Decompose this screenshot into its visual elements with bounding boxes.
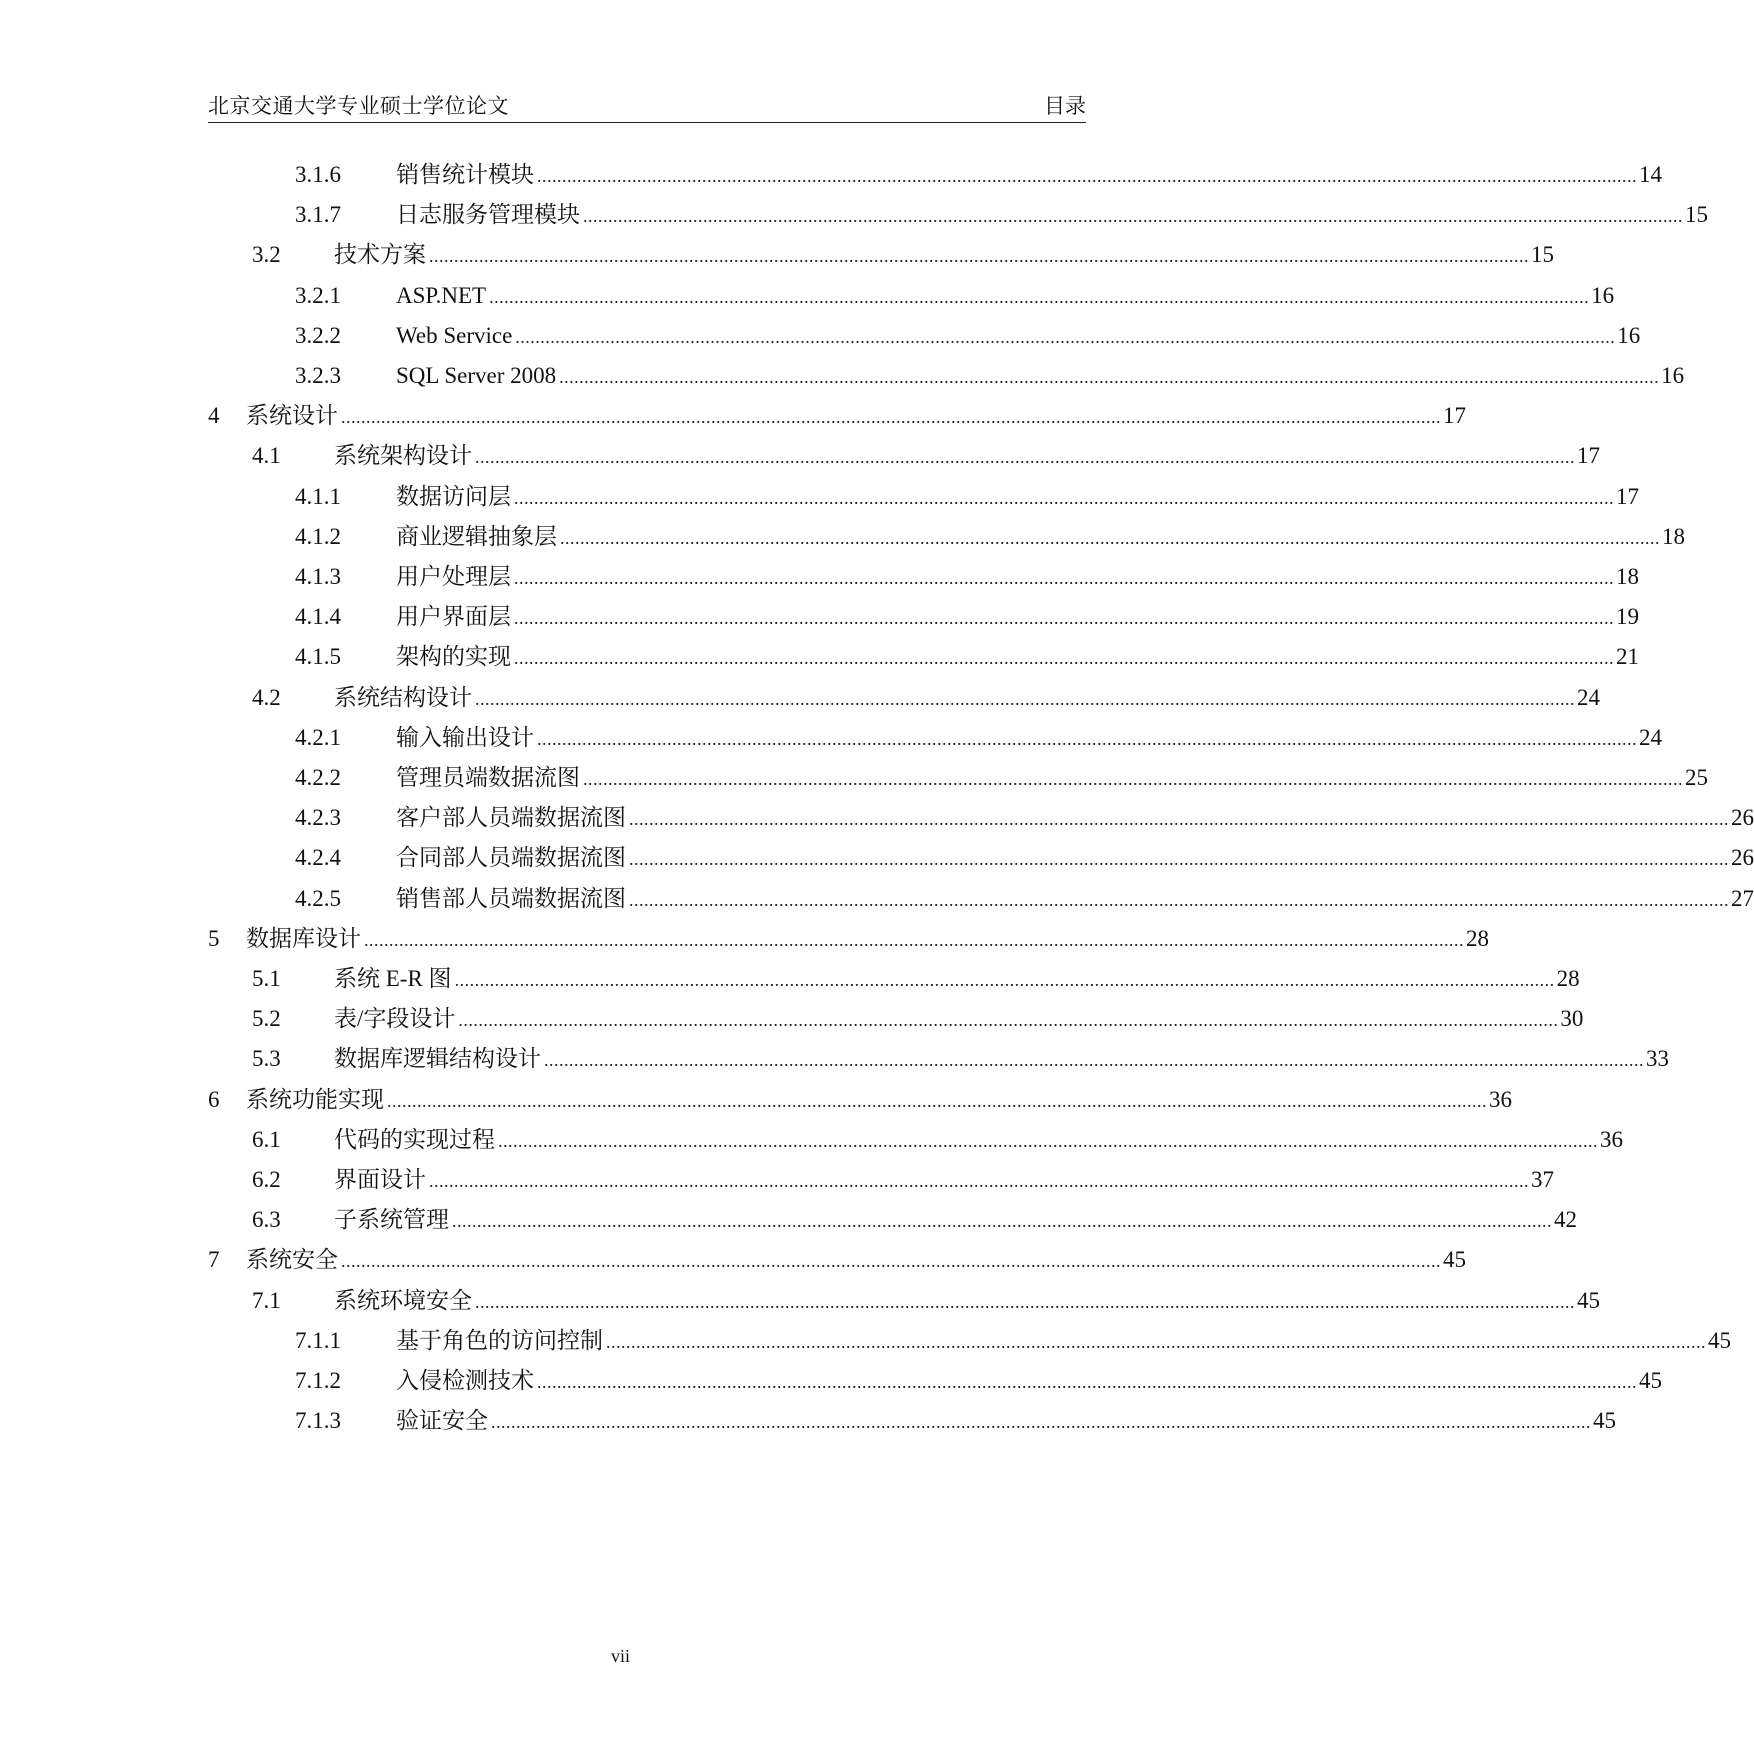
toc-dot-leader: ............................................................................................................................................................................................................................ bbox=[559, 367, 1660, 387]
toc-dot-leader: ............................................................................................................................................................................................................................ bbox=[514, 648, 1614, 669]
toc-entry[interactable] bbox=[0, 683, 1600, 713]
toc-entry-page: 45 bbox=[1577, 1287, 1600, 1313]
toc-entry[interactable] bbox=[0, 1366, 1662, 1396]
toc-entry-number: 4.2.2 bbox=[295, 765, 341, 790]
toc-entry-line bbox=[396, 1366, 1662, 1397]
toc-entry[interactable] bbox=[0, 1165, 1554, 1195]
toc-entry-line bbox=[396, 160, 1662, 191]
toc-dot-leader: ............................................................................................................................................................................................................................ bbox=[514, 568, 1614, 588]
toc-entry-line bbox=[396, 884, 1754, 915]
toc-entry-page: 21 bbox=[1616, 644, 1639, 670]
toc-dot-leader: ............................................................................................................................................................................................................................ bbox=[537, 1372, 1637, 1392]
toc-entry-page: 18 bbox=[1616, 564, 1639, 589]
toc-entry-page: 26 bbox=[1731, 845, 1754, 871]
toc-entry-line bbox=[396, 803, 1754, 834]
toc-entry[interactable] bbox=[0, 441, 1600, 471]
toc-dot-leader: ............................................................................................................................................................................................................................ bbox=[498, 1130, 1598, 1151]
toc-entry-title: 代码的实现过程 bbox=[334, 1126, 495, 1152]
toc-entry-title: ASP.NET bbox=[396, 282, 487, 308]
toc-entry-number: 6.3 bbox=[252, 1207, 281, 1233]
toc-entry-number: 3.1.6 bbox=[295, 162, 341, 187]
toc-entry-number: 6 bbox=[208, 1086, 220, 1112]
toc-entry-title: 系统 E-R 图 bbox=[334, 966, 452, 991]
toc-entry-page: 16 bbox=[1617, 322, 1641, 348]
toc-entry-line bbox=[396, 602, 1639, 633]
toc-entry-line bbox=[334, 683, 1600, 714]
toc-entry-line bbox=[396, 200, 1708, 231]
toc-entry-title: 用户界面层 bbox=[396, 604, 511, 630]
toc-entry-title: 入侵检测技术 bbox=[396, 1368, 534, 1393]
toc-entry-page: 14 bbox=[1639, 162, 1662, 187]
toc-entry-line bbox=[334, 1205, 1577, 1236]
toc-entry-page: 42 bbox=[1554, 1207, 1577, 1233]
toc-entry-page: 26 bbox=[1731, 805, 1754, 831]
toc-entry[interactable] bbox=[0, 803, 1754, 833]
toc-dot-leader: ............................................................................................................................................................................................................................ bbox=[583, 206, 1683, 227]
toc-entry-number: 4.1.3 bbox=[295, 564, 341, 589]
toc-entry-page: 45 bbox=[1443, 1247, 1466, 1273]
toc-entry-page: 33 bbox=[1646, 1046, 1669, 1072]
toc-entry-line bbox=[396, 723, 1662, 754]
toc-entry-title: 数据库设计 bbox=[246, 925, 361, 951]
toc-entry-title: 数据访问层 bbox=[396, 483, 511, 509]
toc-dot-leader: ............................................................................................................................................................................................................................ bbox=[475, 688, 1575, 709]
toc-entry-title: 表/字段设计 bbox=[334, 1006, 456, 1032]
toc-entry-title: 界面设计 bbox=[334, 1167, 426, 1192]
header-section-title: 目录 bbox=[1044, 94, 1086, 118]
toc-entry[interactable] bbox=[0, 200, 1708, 230]
toc-entry-page: 28 bbox=[1556, 966, 1580, 991]
toc-entry-line bbox=[334, 1044, 1669, 1075]
toc-dot-leader: ............................................................................................................................................................................................................................ bbox=[341, 407, 1441, 428]
toc-entry-line bbox=[334, 240, 1554, 271]
toc-entry-page: 45 bbox=[1593, 1408, 1616, 1434]
toc-entry-title: 日志服务管理模块 bbox=[396, 202, 580, 228]
toc-entry-line bbox=[246, 924, 1489, 955]
toc-entry-number: 4.1.1 bbox=[295, 483, 341, 509]
toc-entry-number: 7.1.2 bbox=[295, 1368, 341, 1393]
toc-entry[interactable] bbox=[0, 723, 1662, 753]
toc-dot-leader: ............................................................................................................................................................................................................................ bbox=[629, 849, 1729, 870]
page-number: vii bbox=[610, 1646, 630, 1666]
toc-entry[interactable] bbox=[0, 602, 1639, 632]
toc-entry-line bbox=[334, 1165, 1554, 1196]
toc-entry-line bbox=[396, 642, 1639, 673]
toc-entry-page: 37 bbox=[1531, 1167, 1554, 1192]
toc-entry-line bbox=[396, 1326, 1731, 1357]
toc-entry-title: 客户部人员端数据流图 bbox=[396, 805, 626, 831]
toc-entry[interactable] bbox=[0, 1326, 1731, 1356]
toc-dot-leader: ............................................................................................................................................................................................................................ bbox=[452, 1211, 1552, 1232]
toc-entry-line bbox=[396, 1406, 1616, 1437]
toc-entry-number: 7 bbox=[208, 1247, 220, 1273]
toc-entry[interactable] bbox=[0, 1286, 1600, 1316]
toc-entry-title: 销售部人员端数据流图 bbox=[396, 885, 626, 911]
toc-entry-line bbox=[396, 522, 1685, 553]
toc-entry-number: 5 bbox=[208, 925, 220, 951]
toc-entry-page: 17 bbox=[1443, 403, 1466, 429]
toc-entry-number: 3.1.7 bbox=[295, 202, 341, 228]
toc-entry-page: 15 bbox=[1685, 202, 1708, 228]
toc-entry-title: 子系统管理 bbox=[334, 1207, 449, 1233]
toc-entry[interactable] bbox=[0, 160, 1662, 190]
toc-entry-page: 45 bbox=[1708, 1327, 1731, 1353]
toc-entry-line bbox=[396, 482, 1639, 513]
toc-entry-number: 4.2.4 bbox=[295, 845, 341, 871]
toc-dot-leader: ............................................................................................................................................................................................................................ bbox=[454, 970, 1555, 990]
toc-entry-number: 5.1 bbox=[252, 966, 281, 991]
toc-entry[interactable] bbox=[0, 1406, 1616, 1436]
toc-entry-line bbox=[396, 763, 1708, 794]
toc-entry-title: 系统安全 bbox=[246, 1247, 338, 1273]
header-thesis-title: 北京交通大学专业硕士学位论文 bbox=[208, 94, 509, 118]
toc-entry-title: 数据库逻辑结构设计 bbox=[334, 1046, 541, 1072]
toc-entry-title: 合同部人员端数据流图 bbox=[396, 845, 626, 871]
toc-entry-title: 技术方案 bbox=[334, 242, 426, 268]
toc-entry[interactable] bbox=[0, 522, 1685, 552]
toc-entry-title: 输入输出设计 bbox=[396, 724, 534, 750]
toc-entry-page: 28 bbox=[1466, 925, 1489, 951]
toc-entry-page: 36 bbox=[1489, 1086, 1512, 1112]
toc-entry-page: 25 bbox=[1685, 765, 1708, 790]
toc-entry-page: 17 bbox=[1616, 483, 1639, 509]
toc-dot-leader: ............................................................................................................................................................................................................................ bbox=[537, 166, 1637, 186]
toc-entry-number: 4.2.3 bbox=[295, 805, 341, 831]
toc-entry-line bbox=[396, 281, 1615, 312]
toc-entry-number: 5.2 bbox=[252, 1006, 281, 1032]
toc-entry-page: 36 bbox=[1600, 1126, 1623, 1152]
toc-entry[interactable] bbox=[0, 281, 1615, 311]
toc-entry[interactable] bbox=[0, 1205, 1577, 1235]
toc-entry-title: 系统环境安全 bbox=[334, 1287, 472, 1313]
toc-entry[interactable] bbox=[0, 884, 1754, 914]
toc-dot-leader: ............................................................................................................................................................................................................................ bbox=[606, 1331, 1706, 1352]
toc-dot-leader: ............................................................................................................................................................................................................................ bbox=[429, 246, 1529, 267]
toc-entry-page: 27 bbox=[1731, 885, 1754, 911]
toc-entry-number: 7.1.3 bbox=[295, 1408, 341, 1434]
toc-dot-leader: ............................................................................................................................................................................................................................ bbox=[515, 326, 1616, 347]
toc-entry-number: 6.1 bbox=[252, 1126, 281, 1152]
toc-entry-title: Web Service bbox=[396, 322, 513, 348]
toc-entry-line bbox=[396, 843, 1754, 874]
toc-entry-page: 15 bbox=[1531, 242, 1554, 268]
toc-entry[interactable] bbox=[0, 1245, 1466, 1275]
toc-entry-title: 销售统计模块 bbox=[396, 162, 534, 187]
toc-entry-number: 5.3 bbox=[252, 1046, 281, 1072]
toc-entry-line bbox=[246, 401, 1466, 432]
toc-entry[interactable] bbox=[0, 1125, 1623, 1155]
toc-dot-leader: ............................................................................................................................................................................................................................ bbox=[544, 1050, 1644, 1071]
toc-entry[interactable] bbox=[0, 763, 1708, 793]
toc-entry-title: 用户处理层 bbox=[396, 564, 511, 589]
toc-entry-line bbox=[334, 1004, 1584, 1035]
toc-entry-number: 4.2.5 bbox=[295, 885, 341, 911]
toc-entry-title: 商业逻辑抽象层 bbox=[396, 523, 557, 549]
toc-entry-page: 19 bbox=[1616, 604, 1639, 630]
toc-entry-title: 系统架构设计 bbox=[334, 443, 472, 469]
toc-entry[interactable] bbox=[0, 1004, 1584, 1034]
toc-dot-leader: ............................................................................................................................................................................................................................ bbox=[537, 728, 1637, 749]
toc-dot-leader: ............................................................................................................................................................................................................................ bbox=[341, 1251, 1441, 1272]
toc-entry-line bbox=[396, 562, 1639, 593]
toc-dot-leader: ............................................................................................................................................................................................................................ bbox=[475, 447, 1575, 468]
toc-entry-page: 17 bbox=[1577, 443, 1600, 469]
toc-dot-leader: ............................................................................................................................................................................................................................ bbox=[560, 527, 1660, 548]
toc-entry-number: 3.2.1 bbox=[295, 282, 341, 308]
toc-dot-leader: ............................................................................................................................................................................................................................ bbox=[514, 608, 1614, 629]
toc-entry-number: 4.2 bbox=[252, 684, 281, 710]
toc-entry-page: 16 bbox=[1661, 363, 1685, 388]
toc-entry-line bbox=[246, 1245, 1466, 1276]
toc-entry-number: 6.2 bbox=[252, 1167, 281, 1192]
toc-entry-title: 系统结构设计 bbox=[334, 684, 472, 710]
toc-entry-title: 系统功能实现 bbox=[246, 1086, 384, 1112]
toc-entry-line bbox=[334, 441, 1600, 472]
toc-entry[interactable] bbox=[0, 482, 1639, 512]
toc-entry-number: 4.1 bbox=[252, 443, 281, 469]
toc-entry-page: 24 bbox=[1577, 684, 1600, 710]
toc-dot-leader: ............................................................................................................................................................................................................................ bbox=[629, 809, 1729, 830]
toc-entry-line bbox=[334, 1125, 1623, 1156]
toc-entry-page: 18 bbox=[1662, 523, 1685, 549]
toc-dot-leader: ............................................................................................................................................................................................................................ bbox=[364, 929, 1464, 950]
toc-entry[interactable] bbox=[0, 1044, 1669, 1074]
toc-entry-number: 3.2.2 bbox=[295, 322, 341, 348]
toc-entry[interactable] bbox=[0, 401, 1466, 431]
toc-entry-number: 4.1.4 bbox=[295, 604, 341, 630]
toc-entry[interactable] bbox=[0, 843, 1754, 873]
toc-entry-line bbox=[334, 1286, 1600, 1317]
toc-entry[interactable] bbox=[0, 964, 1580, 994]
toc-dot-leader: ............................................................................................................................................................................................................................ bbox=[429, 1171, 1529, 1191]
toc-entry-line bbox=[396, 361, 1685, 392]
toc-dot-leader: ............................................................................................................................................................................................................................ bbox=[583, 769, 1683, 789]
toc-entry-page: 16 bbox=[1591, 282, 1615, 308]
toc-dot-leader: ............................................................................................................................................................................................................................ bbox=[514, 487, 1614, 508]
toc-entry-page: 24 bbox=[1639, 724, 1662, 750]
toc-entry[interactable] bbox=[0, 240, 1554, 270]
toc-entry[interactable] bbox=[0, 361, 1685, 391]
toc-entry[interactable] bbox=[0, 642, 1639, 672]
toc-entry-page: 45 bbox=[1639, 1368, 1662, 1393]
toc-entry-title: 架构的实现 bbox=[396, 644, 511, 670]
toc-entry-title: 系统设计 bbox=[246, 403, 338, 429]
toc-entry-title: SQL Server 2008 bbox=[396, 363, 557, 388]
toc-dot-leader: ............................................................................................................................................................................................................................ bbox=[489, 286, 1590, 307]
toc-entry-number: 7.1.1 bbox=[295, 1327, 341, 1353]
toc-entry[interactable] bbox=[0, 321, 1641, 351]
toc-entry-number: 4.2.1 bbox=[295, 724, 341, 750]
toc-entry-page: 30 bbox=[1560, 1006, 1584, 1032]
toc-entry-number: 4 bbox=[208, 403, 220, 429]
toc-dot-leader: ............................................................................................................................................................................................................................ bbox=[491, 1412, 1591, 1433]
toc-entry-line bbox=[396, 321, 1641, 352]
toc-dot-leader: ............................................................................................................................................................................................................................ bbox=[387, 1090, 1487, 1111]
running-header bbox=[208, 92, 1086, 123]
toc-entry-line bbox=[334, 964, 1580, 995]
toc-entry-line bbox=[246, 1085, 1512, 1116]
toc-dot-leader: ............................................................................................................................................................................................................................ bbox=[475, 1291, 1575, 1312]
toc-entry-title: 基于角色的访问控制 bbox=[396, 1327, 603, 1353]
toc-dot-leader: ............................................................................................................................................................................................................................ bbox=[458, 1010, 1559, 1031]
toc-entry[interactable] bbox=[0, 924, 1489, 954]
toc-entry-number: 3.2.3 bbox=[295, 363, 341, 388]
toc-entry[interactable] bbox=[0, 562, 1639, 592]
toc-entry[interactable] bbox=[0, 1085, 1512, 1115]
toc-entry-number: 3.2 bbox=[252, 242, 281, 268]
toc-entry-number: 4.1.5 bbox=[295, 644, 341, 670]
toc-entry-title: 验证安全 bbox=[396, 1408, 488, 1434]
toc-entry-title: 管理员端数据流图 bbox=[396, 765, 580, 790]
toc-dot-leader: ............................................................................................................................................................................................................................ bbox=[629, 889, 1729, 910]
toc-entry-number: 4.1.2 bbox=[295, 523, 341, 549]
toc-entry-number: 7.1 bbox=[252, 1287, 281, 1313]
